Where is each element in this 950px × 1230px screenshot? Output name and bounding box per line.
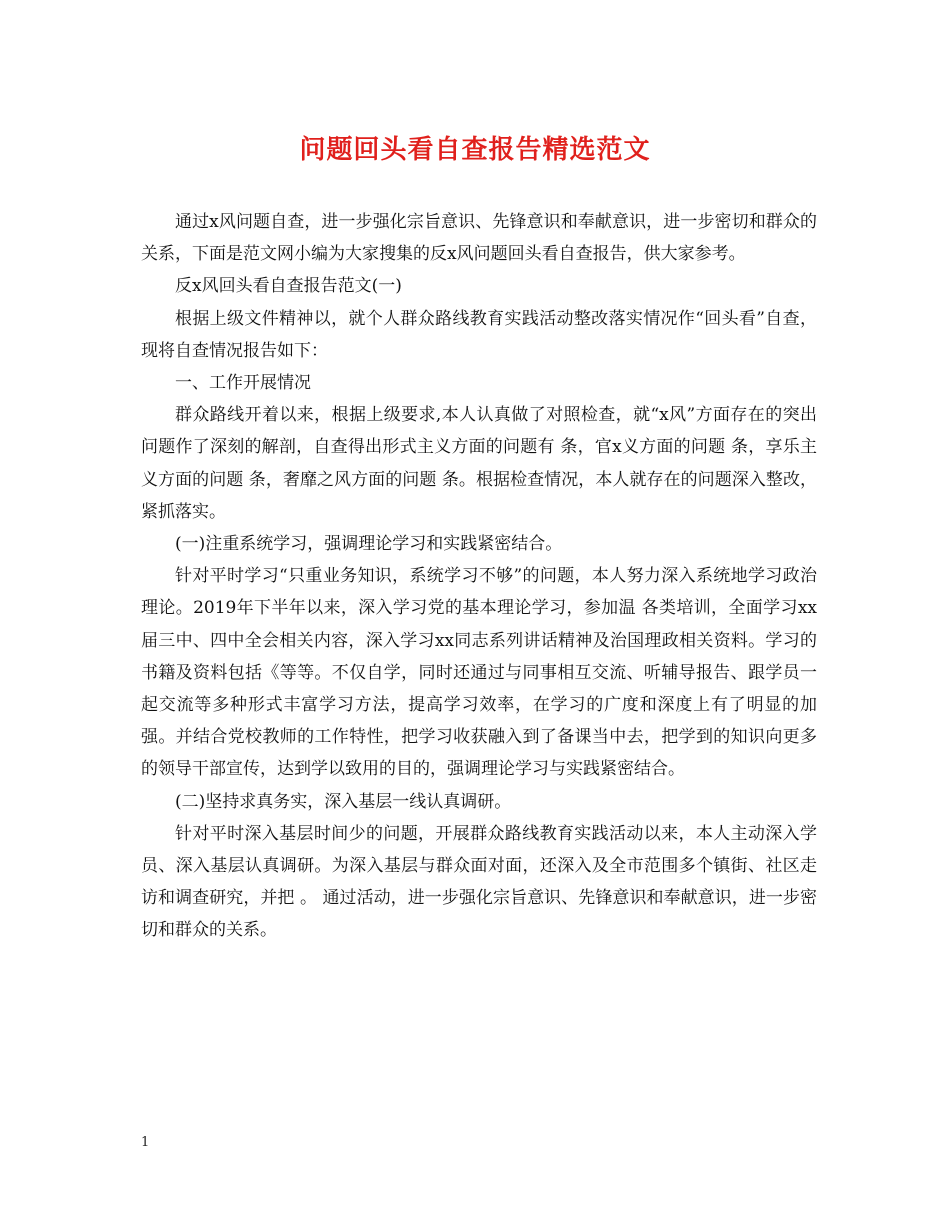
- subheading-grassroots-research: (二)坚持求真务实，深入基层一线认真调研。: [175, 791, 512, 812]
- document-body: [141, 206, 817, 947]
- paragraph-sample-heading: 反x风回头看自查报告范文(一): [175, 276, 402, 297]
- paragraph-self-check: 群众路线开着以来，根据上级要求,本人认真做了对照检查，就“x风”方面存在的突出问题作了深刻的解剖，自查得出形式主义方面的问题有 条，官x义方面的问题 条，享乐主义方面的问题 条，奢靡之风方面的问题 条。根据检查情况，本人就存在的问题深入整改，紧抓落实。: [141, 405, 817, 522]
- document-title: 问题回头看自查报告精选范文: [299, 135, 651, 165]
- subheading-systematic-study: (一)注重系统学习，强调理论学习和实践紧密结合。: [175, 534, 563, 555]
- paragraph-intro: 通过x风问题自查，进一步强化宗旨意识、先锋意识和奉献意识，进一步密切和群众的关系，下面是范文网小编为大家搜集的反x风问题回头看自查报告，供大家参考。: [141, 212, 817, 265]
- paragraph-grassroots-details: 针对平时深入基层时间少的问题，开展群众路线教育实践活动以来，本人主动深入学员、深入基层认真调研。为深入基层与群众面对面，还深入及全市范围多个镇街、社区走访和调查研究，并把 。 通过活动，进一步强化宗旨意识、先锋意识和奉献意识，进一步密切和群众的关系。: [141, 823, 817, 941]
- paragraph-basis: 根据上级文件精神以，就个人群众路线教育实践活动整改落实情况作“回头看”自查，现将自查情况报告如下：: [141, 308, 817, 361]
- paragraph-study-details: 针对平时学习“只重业务知识，系统学习不够”的问题，本人努力深入系统地学习政治理论。2019年下半年以来，深入学习党的基本理论学习，参加温 各类培训，全面学习xx届三中、四中全会相关内容，深入学习xx同志系列讲话精神及治国理政相关资料。学习的书籍及资料包括《等等。不仅自学，同时还通过与同事相互交流、听辅导报告、跟学员一起交流等多种形式丰富学习方法，提高学习效率，在学习的广度和深度上有了明显的加强。并结合党校教师的工作特性，把学习收获融入到了备课当中去，把学到的知识向更多的领导干部宣传，达到学以致用的目的，强调理论学习与实践紧密结合。: [141, 566, 817, 780]
- page-number: 1: [141, 1135, 150, 1150]
- section-heading-work-status: 一、工作开展情况: [175, 373, 311, 394]
